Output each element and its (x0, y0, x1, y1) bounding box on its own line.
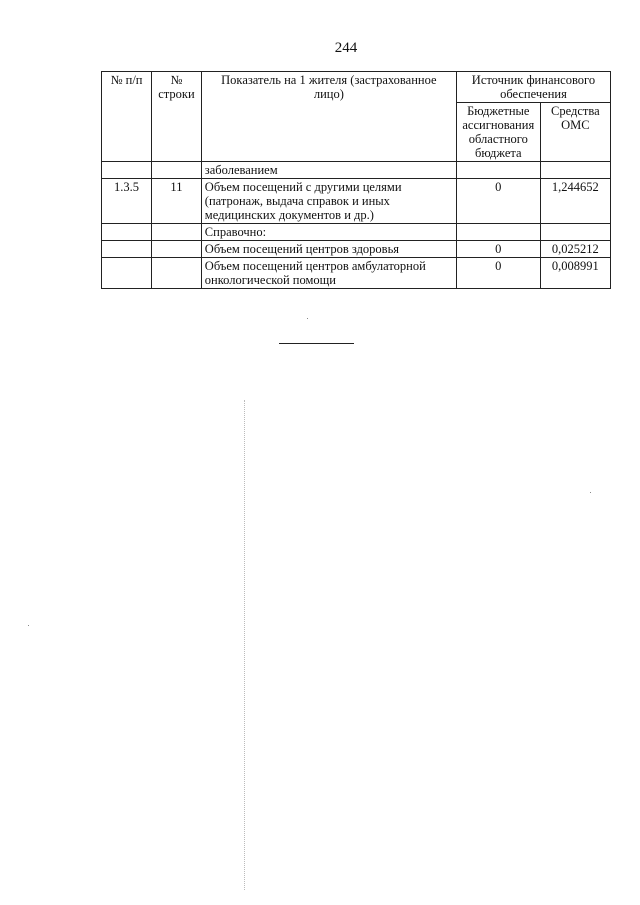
cell-row (152, 162, 202, 179)
cell-row (152, 241, 202, 258)
cell-oms: 1,244652 (540, 179, 610, 224)
cell-budget: 0 (456, 258, 540, 289)
cell-oms: 0,008991 (540, 258, 610, 289)
cell-num (102, 224, 152, 241)
table-header-row (102, 72, 611, 103)
cell-budget: 0 (456, 179, 540, 224)
scan-speck (307, 318, 308, 319)
indicator-table (101, 71, 611, 289)
cell-num (102, 241, 152, 258)
cell-num (102, 258, 152, 289)
header-row: № строки (152, 72, 202, 162)
cell-budget (456, 224, 540, 241)
scan-speck (28, 625, 29, 626)
cell-num (102, 162, 152, 179)
table-row (102, 162, 611, 179)
cell-row (152, 258, 202, 289)
cell-oms: 0,025212 (540, 241, 610, 258)
header-indicator: Показатель на 1 жителя (застрахованное лицо) (201, 72, 456, 162)
cell-row: 11 (152, 179, 202, 224)
cell-budget: 0 (456, 241, 540, 258)
table-row (102, 224, 611, 241)
header-num: № п/п (102, 72, 152, 162)
header-source: Источник финансового обеспечения (456, 72, 610, 103)
cell-row (152, 224, 202, 241)
cell-num: 1.3.5 (102, 179, 152, 224)
cell-oms (540, 162, 610, 179)
table-row (102, 241, 611, 258)
cell-indicator: Объем посещений с другими целями (патронаж, выдача справок и иных медицинских документов и др.) (201, 179, 456, 224)
cell-indicator: заболеванием (201, 162, 456, 179)
scan-artifact-line (244, 400, 245, 890)
table-row (102, 258, 611, 289)
cell-indicator: Объем посещений центров здоровья (201, 241, 456, 258)
table-row (102, 179, 611, 224)
cell-indicator: Справочно: (201, 224, 456, 241)
scan-speck (590, 492, 591, 493)
cell-budget (456, 162, 540, 179)
cell-oms (540, 224, 610, 241)
header-budget: Бюджетные ассигнования областного бюджета (456, 103, 540, 162)
page-number: 244 (334, 40, 358, 56)
cell-indicator: Объем посещений центров амбулаторной онкологической помощи (201, 258, 456, 289)
end-rule (279, 343, 354, 344)
header-oms: Средства ОМС (540, 103, 610, 162)
